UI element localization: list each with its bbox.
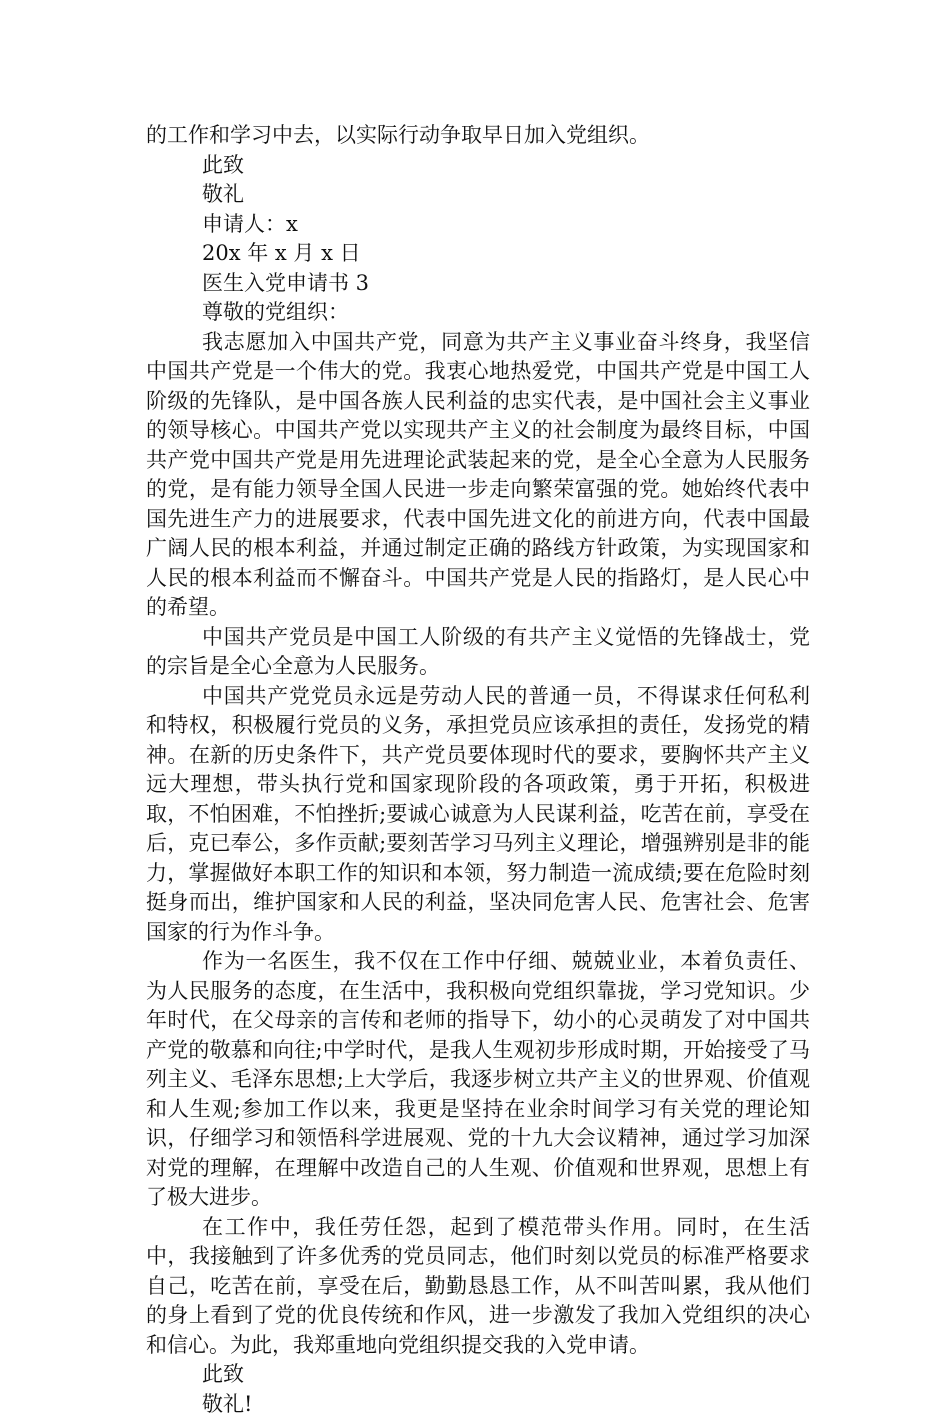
- closing-ci-zhi: 此致: [146, 151, 810, 181]
- closing-ci-zhi-final: 此致: [146, 1360, 810, 1390]
- paragraph: 中国共产党党员永远是劳动人民的普通一员，不得谋求任何私利和特权，积极履行党员的义务，承担党员应该承担的责任，发扬党的精神。在新的历史条件下，共产党员要体现时代的要求，要胸怀共产主义远大理想，带头执行党和国家现阶段的各项政策，勇于开拓，积极进取，不怕困难，不怕挫折;要诚心诚意为人民谋利益，吃苦在前，享受在后，克已奉公，多作贡献;要刻苦学习马列主义理论，增强辨别是非的能力，掌握做好本职工作的知识和本领，努力制造一流成绩;要在危险时刻挺身而出，维护国家和人民的利益，坚决同危害人民、危害社会、危害国家的行为作斗争。: [146, 682, 810, 948]
- paragraph: 中国共产党员是中国工人阶级的有共产主义觉悟的先锋战士，党的宗旨是全心全意为人民服务。: [146, 623, 810, 682]
- letter-body: [146, 121, 810, 1419]
- applicant-line: 申请人：x: [146, 210, 810, 240]
- letter-title: 医生入党申请书 3: [146, 269, 810, 299]
- closing-jing-li-final: 敬礼!: [146, 1390, 810, 1419]
- opening-line: 的工作和学习中去，以实际行动争取早日加入党组织。: [146, 121, 810, 151]
- salutation: 尊敬的党组织：: [146, 298, 810, 328]
- closing-jing-li: 敬礼: [146, 180, 810, 210]
- paragraph: 在工作中，我任劳任怨，起到了模范带头作用。同时，在生活中，我接触到了许多优秀的党员同志，他们时刻以党员的标准严格要求自己，吃苦在前，享受在后，勤勤恳恳工作，从不叫苦叫累，我从他们的身上看到了党的优良传统和作风，进一步激发了我加入党组织的决心和信心。为此，我郑重地向党组织提交我的入党申请。: [146, 1213, 810, 1361]
- paragraph: 我志愿加入中国共产党，同意为共产主义事业奋斗终身，我坚信中国共产党是一个伟大的党。我衷心地热爱党，中国共产党是中国工人阶级的先锋队，是中国各族人民利益的忠实代表，是中国社会主义事业的领导核心。中国共产党以实现共产主义的社会制度为最终目标，中国共产党中国共产党是用先进理论武装起来的党，是全心全意为人民服务的党，是有能力领导全国人民进一步走向繁荣富强的党。她始终代表中国先进生产力的进展要求，代表中国先进文化的前进方向，代表中国最广阔人民的根本利益，并通过制定正确的路线方针政策，为实现国家和人民的根本利益而不懈奋斗。中国共产党是人民的指路灯，是人民心中的希望。: [146, 328, 810, 623]
- paragraph: 作为一名医生，我不仅在工作中仔细、兢兢业业，本着负责任、为人民服务的态度，在生活中，我积极向党组织靠拢，学习党知识。少年时代，在父母亲的言传和老师的指导下，幼小的心灵萌发了对中国共产党的敬慕和向往;中学时代，是我人生观初步形成时期，开始接受了马列主义、毛泽东思想;上大学后，我逐步树立共产主义的世界观、价值观和人生观;参加工作以来，我更是坚持在业余时间学习有关党的理论知识，仔细学习和领悟科学进展观、党的十九大会议精神，通过学习加深对党的理解，在理解中改造自己的人生观、价值观和世界观，思想上有了极大进步。: [146, 947, 810, 1213]
- date-line: 20x 年 x 月 x 日: [146, 239, 810, 269]
